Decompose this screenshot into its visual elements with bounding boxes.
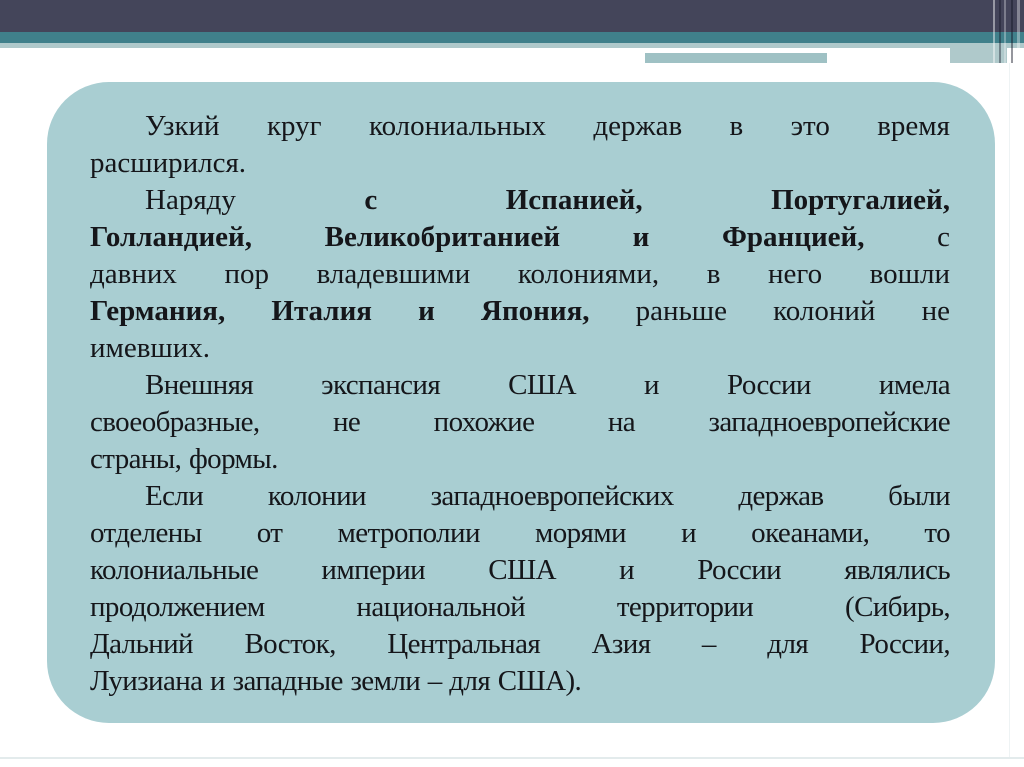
text-segment: Внешняя экспансия США и России имела xyxy=(145,369,950,401)
text-block xyxy=(90,108,950,700)
slide-right-edge-line xyxy=(1009,63,1010,757)
text-line xyxy=(90,404,950,441)
header-bar xyxy=(0,0,1024,32)
teal-accent-band xyxy=(0,32,1024,43)
text-segment: своеобразные, не похожие на западноевропейские xyxy=(90,406,950,438)
medium-accent-band xyxy=(645,53,827,63)
text-line xyxy=(90,367,950,404)
text-line xyxy=(90,145,950,182)
text-line xyxy=(90,182,950,219)
bold-text-segment: с Испанией, Португалией, xyxy=(364,184,950,216)
text-line xyxy=(90,589,950,626)
text-segment: Дальний Восток, Центральная Азия – для России, xyxy=(90,628,950,660)
text-line xyxy=(90,626,950,663)
text-segment: давних пор владевшими колониями, в него вошли xyxy=(90,258,950,290)
text-segment: страны, формы. xyxy=(90,443,278,475)
content-panel xyxy=(47,82,995,723)
paragraph xyxy=(90,478,950,700)
text-line xyxy=(90,441,950,478)
paragraph xyxy=(90,182,950,367)
slide-bottom-edge-line xyxy=(0,757,1024,759)
text-line xyxy=(90,552,950,589)
text-line xyxy=(90,293,950,330)
text-segment: продолжением национальной территории (Сибирь, xyxy=(90,591,950,623)
text-segment: колониальные империи США и России являлись xyxy=(90,554,950,586)
text-line xyxy=(90,663,950,700)
text-segment: расширился. xyxy=(90,147,247,179)
text-line xyxy=(90,219,950,256)
text-line xyxy=(90,330,950,367)
text-segment: Луизиана и западные земли – для США). xyxy=(90,665,582,697)
text-segment: отделены от метрополии морями и океанами, то xyxy=(90,517,950,549)
paragraph xyxy=(90,367,950,478)
bold-text-segment: Голландией, Великобританией и Францией, xyxy=(90,221,865,253)
text-line xyxy=(90,478,950,515)
text-segment: раньше колоний не xyxy=(589,295,950,327)
paragraph xyxy=(90,108,950,182)
text-segment: Если колонии западноевропейских держав были xyxy=(145,480,950,512)
text-segment: Наряду xyxy=(145,184,365,216)
text-segment: Узкий круг колониальных держав в это время xyxy=(145,110,950,142)
text-segment: имевших. xyxy=(90,332,211,364)
text-line xyxy=(90,108,950,145)
corner-vertical-stripes xyxy=(990,0,1020,63)
text-line xyxy=(90,256,950,293)
text-segment: с xyxy=(864,221,950,253)
text-line xyxy=(90,515,950,552)
bold-text-segment: Германия, Италия и Япония, xyxy=(90,295,590,327)
